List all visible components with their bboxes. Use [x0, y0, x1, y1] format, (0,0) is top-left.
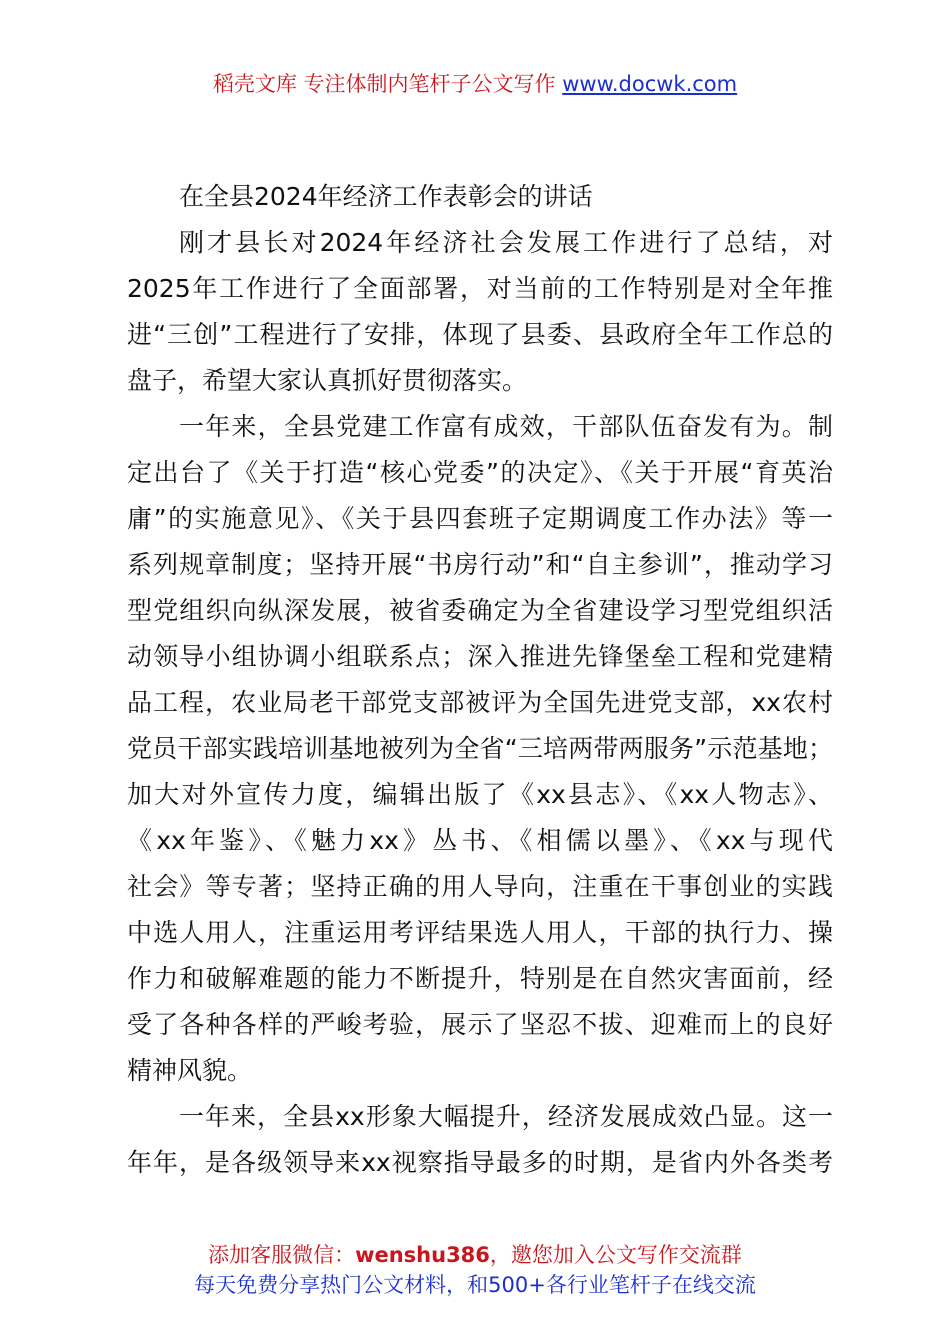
text-line: 刚才县长对2024年经济社会发展工作进行了总结，对 — [179, 228, 833, 257]
text-line: 型党组织向纵深发展，被省委确定为全省建设学习型党组织活 — [127, 596, 833, 625]
page-header — [0, 69, 950, 99]
footer-suffix: ，邀您加入公文写作交流群 — [489, 1243, 742, 1267]
text-line: 党员干部实践培训基地被列为全省“三培两带两服务”示范基地； — [127, 734, 833, 763]
brand-text: 稻壳文库 专注体制内笔杆子公文写作 — [212, 72, 556, 96]
text-line: 庸”的实施意见》、《关于县四套班子定期调度工作办法》等一 — [127, 504, 833, 533]
document-body — [127, 174, 833, 1186]
text-line: 作力和破解难题的能力不断提升，特别是在自然灾害面前，经 — [127, 964, 833, 993]
text-line: 年年，是各级领导来xx视察指导最多的时期，是省内外各类考 — [127, 1148, 833, 1177]
text-line: 中选人用人，注重运用考评结果选人用人，干部的执行力、操 — [127, 918, 833, 947]
footer-promo-line: 每天免费分享热门公文材料，和500+各行业笔杆子在线交流 — [194, 1273, 756, 1297]
text-line: 一年来，全县xx形象大幅提升，经济发展成效凸显。这一 — [179, 1102, 833, 1131]
wechat-id: wenshu386 — [355, 1243, 490, 1267]
text-line: 一年来，全县党建工作富有成效，干部队伍奋发有为。制 — [179, 412, 833, 441]
text-line: 2025年工作进行了全面部署，对当前的工作特别是对全年推 — [127, 274, 833, 303]
page-footer — [0, 1240, 950, 1300]
text-line: 系列规章制度；坚持开展“书房行动”和“自主参训”，推动学习 — [127, 550, 833, 579]
text-line: 《xx年鉴》、《魅力xx》丛书、《相儒以墨》、《xx与现代 — [127, 826, 833, 855]
footer-prefix: 添加客服微信： — [208, 1243, 356, 1267]
text-line: 加大对外宣传力度，编辑出版了《xx县志》、《xx人物志》、 — [127, 780, 833, 809]
text-line: 进“三创”工程进行了安排，体现了县委、县政府全年工作总的 — [127, 320, 833, 349]
footer-contact-line — [0, 1240, 950, 1270]
paragraph-3 — [127, 1094, 833, 1186]
website-link[interactable]: www.docwk.com — [562, 72, 738, 96]
text-line: 定出台了《关于打造“核心党委”的决定》、《关于开展“育英治 — [127, 458, 833, 487]
text-line: 精神风貌。 — [127, 1056, 253, 1085]
text-line: 品工程，农业局老干部党支部被评为全国先进党支部，xx农村 — [127, 688, 833, 717]
paragraph-1 — [127, 220, 833, 404]
text-line: 盘子，希望大家认真抓好贯彻落实。 — [127, 366, 528, 395]
text-line: 受了各种各样的严峻考验，展示了坚忍不拔、迎难而上的良好 — [127, 1010, 833, 1039]
text-line: 动领导小组协调小组联系点；深入推进先锋堡垒工程和党建精 — [127, 642, 833, 671]
text-line: 社会》等专著；坚持正确的用人导向，注重在干事创业的实践 — [127, 872, 833, 901]
paragraph-2 — [127, 404, 833, 1094]
document-title: 在全县2024年经济工作表彰会的讲话 — [179, 182, 593, 211]
